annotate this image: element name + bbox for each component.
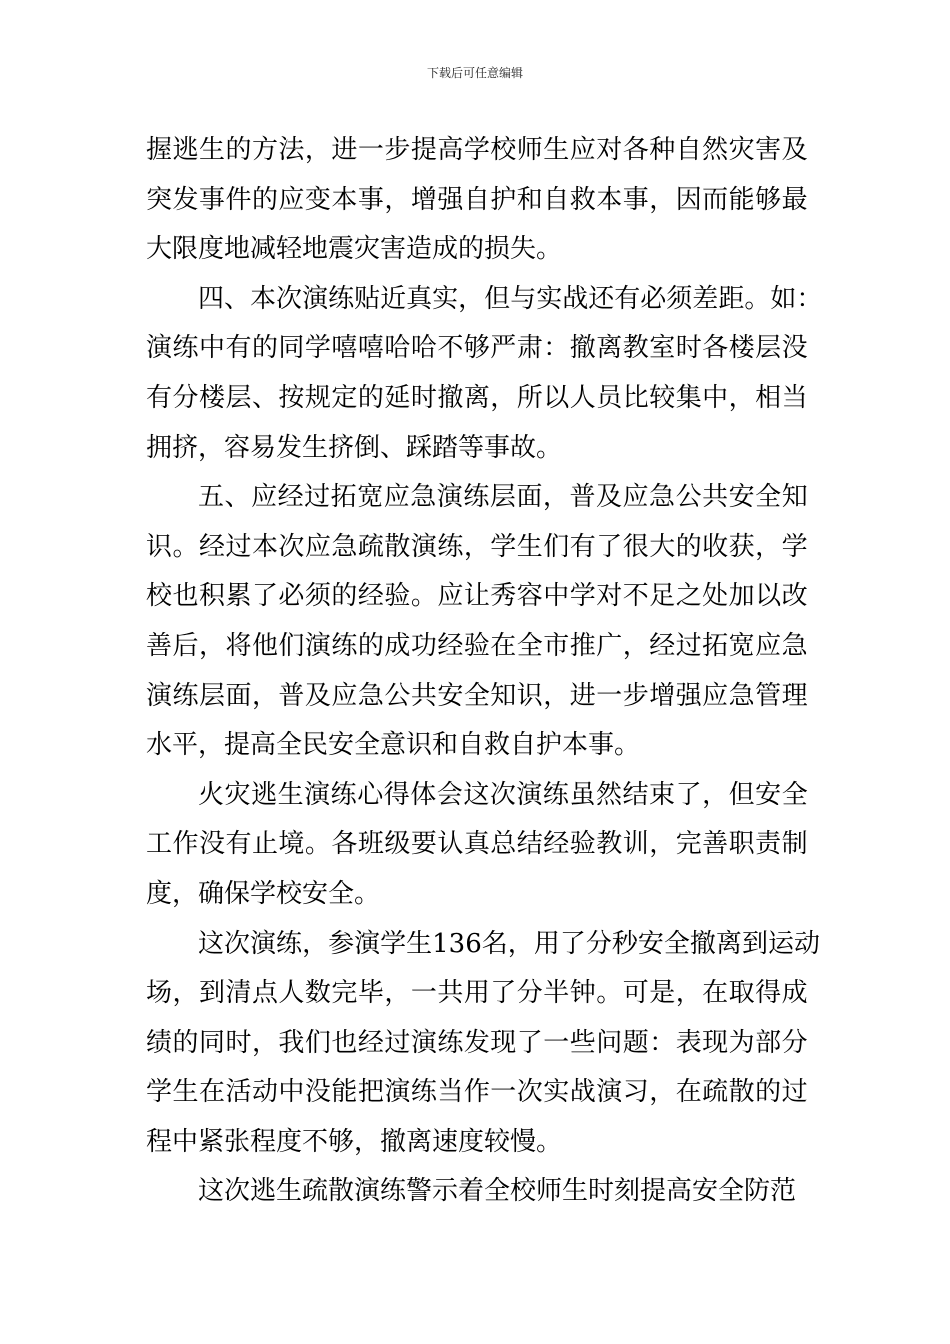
text-line: 程中紧张程度不够，撤离速度较慢。: [146, 1126, 563, 1157]
text-line: 场 ， 到 清 点 人 数 完 毕 ， 一 共 用 了 分 半 钟 。 可 是 ， 在 取 得 成: [146, 978, 808, 1009]
text-line: 学 生 在 活 动 中 没 能 把 演 练 当 作 一 次 实 战 演 习 ， 在 疏 散 的 过: [146, 1077, 808, 1108]
text-line: 火 灾 逃 生 演 练 心 得 体 会 这 次 演 练 虽 然 结 束 了 ， 但 安 全: [198, 779, 808, 810]
paragraph: [146, 473, 808, 771]
text-line: 度，确保学校安全。: [146, 878, 381, 909]
text-line: 五 、 应 经 过 拓 宽 应 急 演 练 层 面 ， 普 及 应 急 公 共 安 全 知: [198, 482, 808, 513]
paragraph: [146, 920, 820, 1168]
paragraph: [146, 771, 808, 920]
paragraph: [146, 275, 823, 473]
text-line: 工 作 没 有 止 境 。 各 班 级 要 认 真 总 结 经 验 教 训 ， 完 善 职 责 制: [146, 829, 808, 860]
page-header: 下载后可任意编辑: [426, 66, 523, 80]
text-line: 演 练 中 有 的 同 学 嘻 嘻 哈 哈 不 够 严 肃 ： 撤 离 教 室 时 各 楼 层 没: [146, 333, 808, 364]
text-line: 拥挤，容易发生挤倒、踩踏等事故。: [146, 432, 563, 463]
text-line: 四 、 本 次 演 练 贴 近 真 实 ， 但 与 实 战 还 有 必 须 差 距 。 如 ：: [198, 283, 823, 314]
paragraph: [146, 1167, 808, 1217]
text-line: 水平，提高全民安全意识和自救自护本事。: [146, 730, 641, 761]
text-line: 大限度地减轻地震灾害造成的损失。: [146, 234, 563, 265]
text-line: 识 。 经 过 本 次 应 急 疏 散 演 练 ， 学 生 们 有 了 很 大 的 收 获 ， 学: [146, 531, 808, 562]
document-body: [146, 126, 823, 1217]
text-line: 绩 的 同 时 ， 我 们 也 经 过 演 练 发 现 了 一 些 问 题 ： 表 现 为 部 分: [146, 1027, 808, 1058]
text-line: 演 练 层 面 ， 普 及 应 急 公 共 安 全 知 识 ， 进 一 步 增 强 应 急 管 理: [146, 680, 808, 711]
text-line: 突 发 事 件 的 应 变 本 事 ， 增 强 自 护 和 自 救 本 事 ， 因 而 能 够 最: [146, 184, 808, 215]
text-line: 握 逃 生 的 方 法 ， 进 一 步 提 高 学 校 师 生 应 对 各 种 自 然 灾 害 及: [146, 135, 808, 165]
text-line: 这次逃生疏散演练警示着全校师生时刻提高安全防范: [198, 1176, 797, 1207]
text-line: 校 也 积 累 了 必 须 的 经 验 。 应 让 秀 容 中 学 对 不 足 之 处 加 以 改: [146, 581, 808, 612]
text-line: 这 次 演 练 ， 参 演 学 生 136 名 ， 用 了 分 秒 安 全 撤 离 到 运 动: [198, 928, 820, 959]
text-line: 有 分 楼 层 、 按 规 定 的 延 时 撤 离 ， 所 以 人 员 比 较 集 中 ， 相 当: [146, 382, 808, 413]
text-line: 善 后 ， 将 他 们 演 练 的 成 功 经 验 在 全 市 推 广 ， 经 过 拓 宽 应 急: [146, 630, 808, 661]
paragraph: [146, 126, 808, 275]
